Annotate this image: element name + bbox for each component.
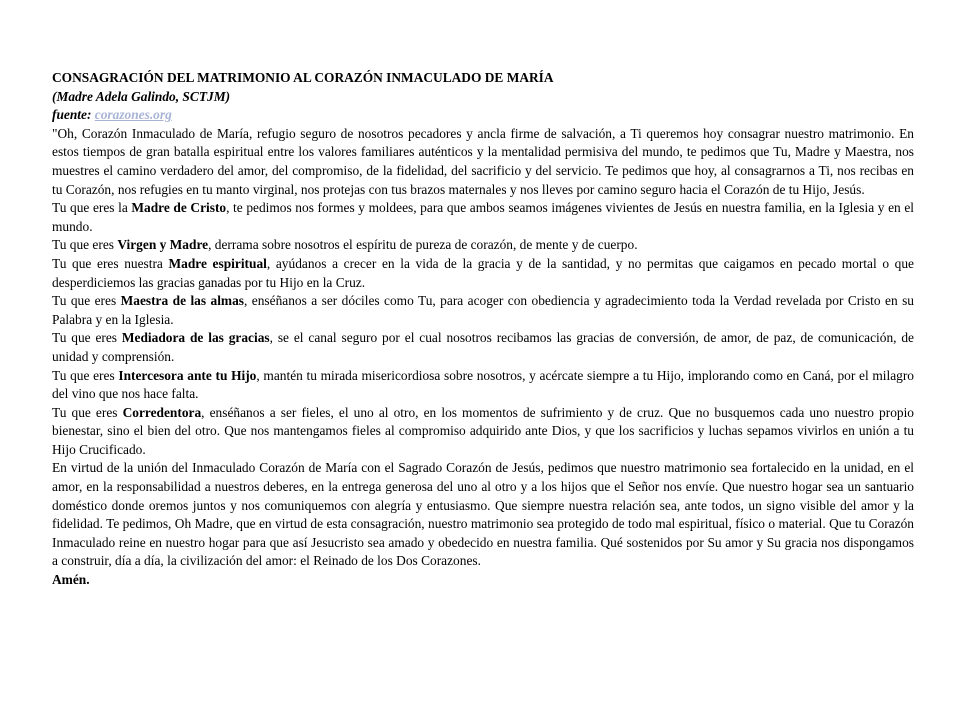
invocation-title: Maestra de las almas xyxy=(120,293,244,309)
document-title: CONSAGRACIÓN DEL MATRIMONIO AL CORAZÓN INMACULADO DE MARÍA xyxy=(52,70,554,85)
amen-text: Amén. xyxy=(52,572,90,588)
invocation-title: Intercesora ante tu Hijo xyxy=(118,367,257,383)
invocation-text: , derrama sobre nosotros el espíritu de pureza de corazón, de mente y de cuerpo. xyxy=(208,237,638,253)
document-author: (Madre Adela Galindo, SCTJM) xyxy=(52,88,231,104)
intro-paragraph: "Oh, Corazón Inmaculado de María, refugio seguro de nosotros pecadores y ancla firme de salvación, a Ti queremos hoy consagrar nuestro matrimonio. En estos tiempos de gran batalla espiritual entre los valores familiares auténticos y la mentalidad permisiva del mundo, te pedimos que Tu, Madre y Maestra, nos muestres el camino verdadero del amor, del compromiso, de la fidelidad, del sacrificio y del servicio. Te pedimos que hoy, al consagrarnos a Ti, nos recibas en tu Corazón, nos refugies en tu manto virginal, nos protejas con tus brazos maternales y nos lleves por camino seguro hacia el Corazón de tu Hijo, Jesús. xyxy=(52,125,914,197)
invocation-prefix: Tu que eres xyxy=(52,367,119,383)
invocation-title: Virgen y Madre xyxy=(117,237,209,253)
source-label: fuente: xyxy=(52,107,92,123)
source-line xyxy=(52,106,914,125)
invocation-paragraph xyxy=(52,367,914,404)
invocation-title: Mediadora de las gracias xyxy=(121,330,270,346)
closing-paragraph: En virtud de la unión del Inmaculado Corazón de María con el Sagrado Corazón de Jesús, pedimos que nuestro matrimonio sea fortalecido en la unidad, en el amor, en la responsabilidad a nuestros deberes, en la entrega generosa del uno al otro y a los hijos que el Señor nos envíe. Que nuestro hogar sea un santuario doméstico donde oremos juntos y nos comuniquemos con alegría y entusiasmo. Que siempre nuestra relación sea, ante todos, un signo visible del amor y la fidelidad. Te pedimos, Oh Madre, que en virtud de esta consagración, nuestro matrimonio sea protegido de todo mal espiritual, físico o material. Que tu Corazón Inmaculado reine en nuestro hogar para que así Jesucristo sea amado y obedecido en nuestra familia. Qué sostenidos por Su amor y Su gracia nos dispongamos a construir, día a día, la civilización del amor: el Reinado de los Dos Corazones. xyxy=(52,460,914,569)
invocation-text: , mantén tu mirada misericordiosa sobre nosotros, y acércate siempre a tu Hijo, implorando como en Caná, por el milagro del vino que nos hace falta. xyxy=(52,367,914,402)
invocation-text: , te pedimos nos formes y moldees, para que ambos seamos imágenes vivientes de Jesús en nuestra familia, en la Iglesia y en el mundo. xyxy=(52,200,914,234)
invocation-prefix: Tu que eres xyxy=(52,237,118,253)
invocation-paragraph xyxy=(52,329,914,366)
invocation-text: , se el canal seguro por el cual nosotros recibamos las gracias de conversión, de amor, de paz, de comunicación, de unidad y comprensión. xyxy=(52,330,914,364)
prayer-document xyxy=(52,69,914,590)
invocation-prefix: Tu que eres la xyxy=(52,200,132,216)
invocation-title: Corredentora xyxy=(122,404,202,420)
invocation-paragraph xyxy=(52,199,914,236)
invocation-prefix: Tu que eres xyxy=(52,293,121,309)
invocation-text: , enséñanos a ser fieles, el uno al otro, en los momentos de sufrimiento y de cruz. Que no busquemos cada uno nuestro propio bienestar, sino el bien del otro. Que nos mantengamos fieles al compromiso adquirido ante Dios, y que los sacrificios y luchas sepamos vivirlos en unión a tu Hijo Crucificado. xyxy=(52,404,914,457)
invocation-paragraph xyxy=(52,236,914,255)
invocation-prefix: Tu que eres xyxy=(52,404,123,420)
invocation-paragraph xyxy=(52,292,914,329)
invocation-title: Madre de Cristo xyxy=(131,200,227,216)
invocation-prefix: Tu que eres xyxy=(52,330,122,346)
invocation-prefix: Tu que eres nuestra xyxy=(52,255,169,271)
invocation-text: , enséñanos a ser dóciles como Tu, para acoger con obediencia y agradecimiento toda la Verdad revelada por Cristo en su Palabra y en la Iglesia. xyxy=(52,293,915,327)
source-link[interactable]: corazones.org xyxy=(94,107,172,123)
invocation-title: Madre espiritual xyxy=(168,255,267,271)
invocation-paragraph xyxy=(52,404,914,460)
invocation-text: , ayúdanos a crecer en la vida de la gracia y de la santidad, y no permitas que caigamos en pecado mortal o que desperdiciemos las gracias ganadas por tu Hijo en la Cruz. xyxy=(52,255,914,290)
invocation-paragraph xyxy=(52,255,914,292)
amen xyxy=(52,571,914,590)
